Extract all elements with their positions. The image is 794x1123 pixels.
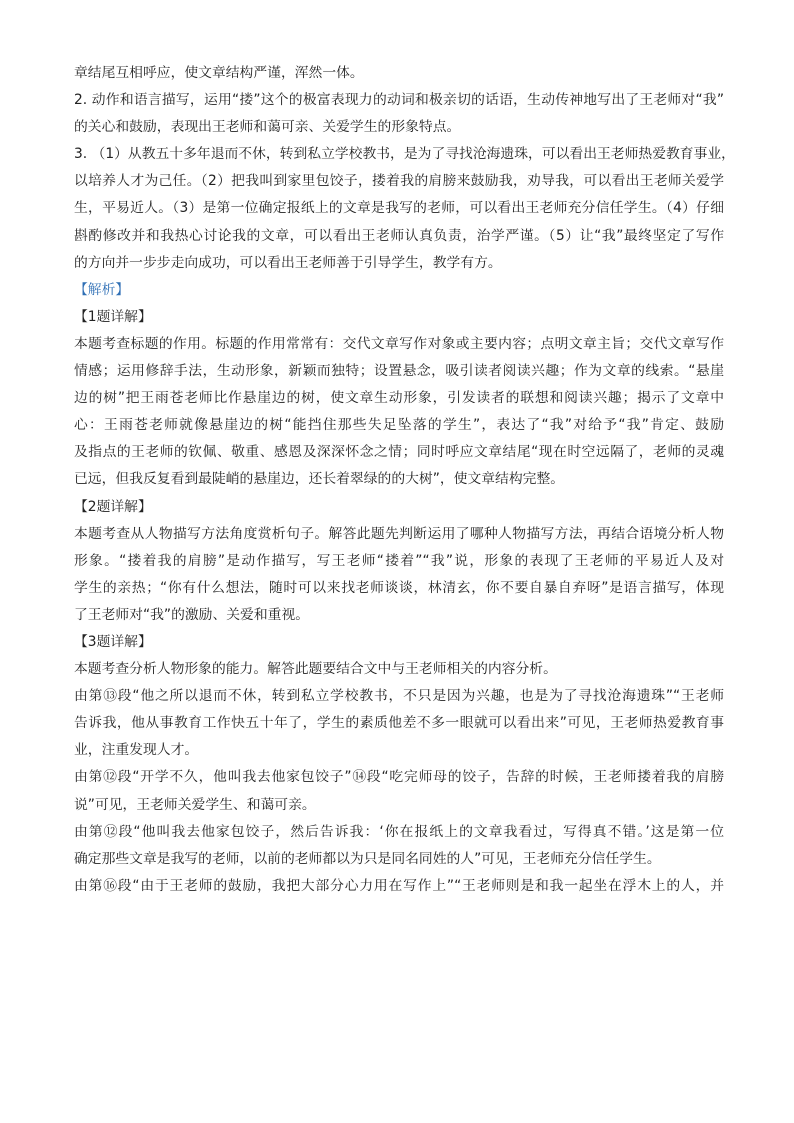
text-line: 本题考查标题的作用。标题的作用常常有：交代文章写作对象或主要内容；点明文章主旨；交代文章写作 [74, 335, 724, 352]
section-heading-1: 【1题详解】 [74, 308, 152, 325]
text-line: 生，平易近人。（3）是第一位确定报纸上的文章是我写的老师，可以看出王老师充分信任学生。（4）仔细 [74, 200, 724, 217]
text-line: 由第⑫段“他叫我去他家包饺子，然后告诉我：‘你在报纸上的文章我看过，写得真不错。’这是第一位 [74, 823, 724, 840]
text-line: 了王老师对“我”的激励、关爱和重视。 [74, 606, 310, 623]
text-line: 确定那些文章是我写的老师，以前的老师都以为只是同名同姓的人”可见，王老师充分信任学生。 [74, 850, 661, 867]
text-line: 由第⑬段“他之所以退而不休，转到私立学校教书，不只是因为兴趣，也是为了寻找沧海遗珠”“王老师 [74, 688, 724, 705]
text-line: 业，注重发现人才。 [74, 742, 199, 759]
answer-2-line: 2. 动作和语言描写，运用“搂”这个的极富表现力的动词和极亲切的话语，生动传神地写出了王老师对“我” [74, 92, 724, 109]
text-line: 告诉我，他从事教育工作快五十年了，学生的素质他差不多一眼就可以看出来”可见，王老师热爱教育事 [74, 715, 724, 732]
text-line: 边的树”把王雨苍老师比作悬崖边的树，使文章生动形象，引发读者的联想和阅读兴趣；揭示了文章中 [74, 390, 724, 407]
section-heading-3: 【3题详解】 [74, 633, 152, 650]
text-line: 本题考查从人物描写方法角度赏析句子。解答此题先判断运用了哪种人物描写方法，再结合语境分析人物 [74, 525, 724, 542]
section-heading-2: 【2题详解】 [74, 498, 152, 515]
text-line: 及指点的王老师的钦佩、敬重、感恩及深深怀念之情；同时呼应文章结尾“现在时空远隔了，老师的灵魂 [74, 444, 724, 461]
text-line: 以培养人才为己任。（2）把我叫到家里包饺子，搂着我的肩膀来鼓励我，劝导我，可以看出王老师关爱学 [74, 173, 724, 190]
text-line: 由第⑫段“开学不久，他叫我去他家包饺子”⑭段“吃完师母的饺子，告辞的时候，王老师搂着我的肩膀 [74, 769, 724, 786]
text-line: 章结尾互相呼应，使文章结构严谨，浑然一体。 [74, 65, 364, 81]
text-line: 由第⑯段“由于王老师的鼓励，我把大部分心力用在写作上”“王老师则是和我一起坐在浮木上的人，并 [74, 877, 724, 894]
document-page [74, 60, 735, 900]
text-line: 说”可见，王老师关爱学生、和蔼可亲。 [74, 796, 316, 813]
text-line: 的关心和鼓励，表现出王老师和蔼可亲、关爱学生的形象特点。 [74, 119, 461, 136]
answer-3-line: 3. （1）从教五十多年退而不休，转到私立学校教书，是为了寻找沧海遗珠，可以看出王老师热爱教育事业， [74, 146, 735, 163]
text-line: 情感；运用修辞手法，生动形象，新颖而独特；设置悬念，吸引读者阅读兴趣；作为文章的线索。“悬崖 [74, 363, 724, 380]
text-line: 形象。“搂着我的肩膀”是动作描写，写王老师“搂着”“我”说，形象的表现了王老师的平易近人及对 [74, 552, 724, 569]
text-line: 本题考查分析人物形象的能力。解答此题要结合文中与王老师相关的内容分析。 [74, 661, 557, 678]
text-line: 学生的亲热；“你有什么想法，随时可以来找老师谈谈，林清玄，你不要自暴自弃呀”是语言描写，体现 [74, 579, 724, 596]
text-line: 已远，但我反复看到最陡峭的悬崖边，还长着翠绿的的大树”，使文章结构完整。 [74, 471, 565, 488]
analysis-heading: 【解析】 [74, 281, 130, 298]
text-line: 的方向并一步步走向成功，可以看出王老师善于引导学生，教学有方。 [74, 254, 502, 271]
text-line: 心：王雨苍老师就像悬崖边的树“能挡住那些失足坠落的学生”，表达了“我”对给予“我”肯定、鼓励 [74, 417, 724, 434]
text-line: 斟酌修改并和我热心讨论我的文章，可以看出王老师认真负责，治学严谨。（5）让“我”最终坚定了写作 [74, 227, 724, 244]
